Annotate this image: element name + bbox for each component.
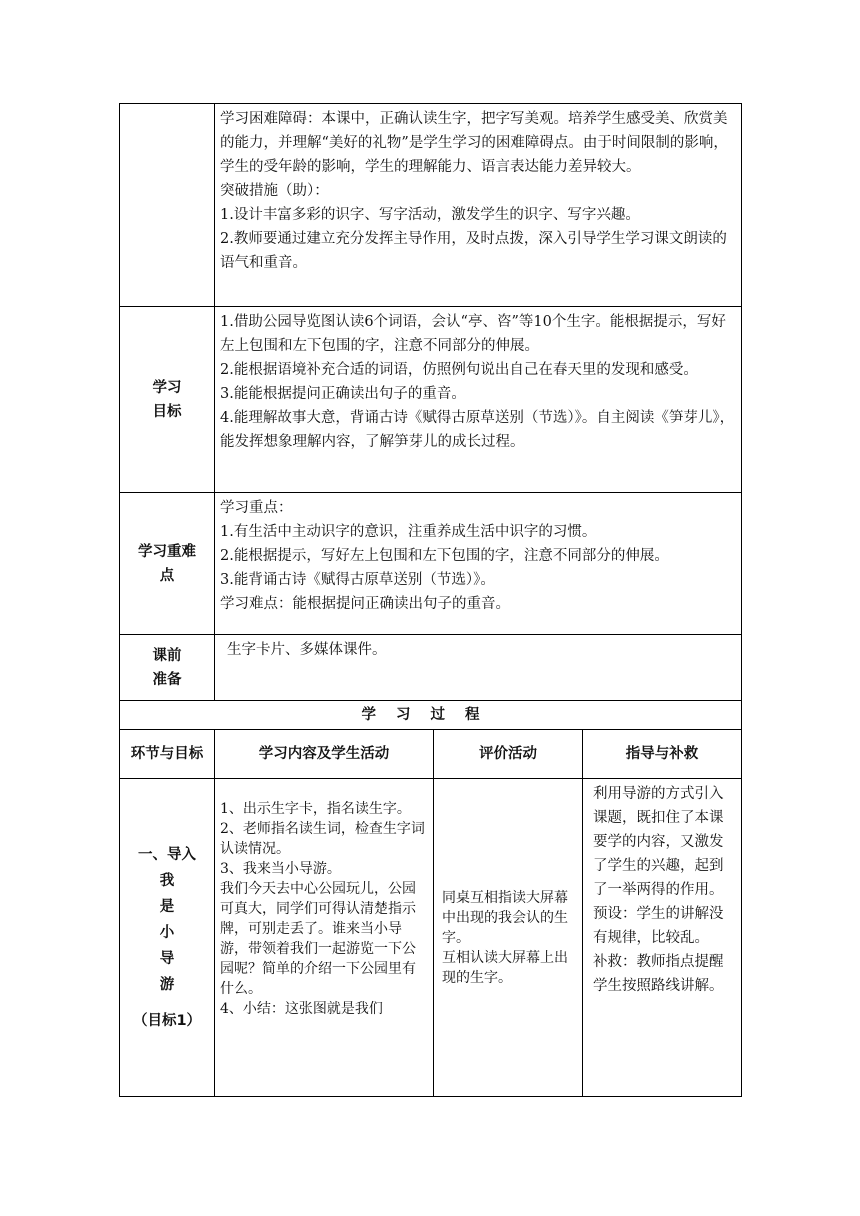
activity-item: 2、老师指名读生词，检查生字词认读情况。 <box>220 821 425 857</box>
guidance-item: 补救：教师指点提醒学生按照路线讲解。 <box>593 954 724 994</box>
guidance-item: 预设：学生的讲解没有规律，比较乱。 <box>593 906 724 946</box>
header-stage: 环节与目标 <box>120 730 215 779</box>
guidance-item: 利用导游的方式引入课题，既扣住了本课要学的内容，又激发了学生的兴趣，起到了一举两得的作用。 <box>593 786 724 898</box>
process-title-row <box>120 701 742 730</box>
goal-item: 3.能能根据提问正确读出句子的重音。 <box>220 386 466 402</box>
key-points-title: 学习重点： <box>220 500 293 516</box>
difficulty-content-cell <box>215 104 742 307</box>
evaluation-item: 同桌互相指读大屏幕中出现的我会认的生字。 <box>442 889 568 946</box>
process-header-row <box>120 730 742 779</box>
measures-title: 突破措施（助）： <box>220 183 329 199</box>
preparation-content-cell <box>215 635 742 701</box>
difficulty-row <box>120 104 742 307</box>
preparation-label: 课前 准备 <box>120 635 215 701</box>
evaluation-item: 互相认读大屏幕上出现的生字。 <box>442 949 568 986</box>
stage-label-cell: 一、导入 我 是 小 导 游 （目标1） <box>120 779 215 1097</box>
activity-item: 3、我来当小导游。 <box>220 861 341 877</box>
stage-evaluation-cell <box>434 779 583 1097</box>
goal-item: 4.能理解故事大意，背诵古诗《赋得古原草送别（节选）》。自主阅读《笋芽儿》，能发挥想象理解内容，了解笋芽儿的成长过程。 <box>220 410 735 450</box>
header-evaluation: 评价活动 <box>434 730 583 779</box>
goal-item: 1.借助公园导览图认读6个词语，会认“亭、咨”等10个生字。能根据提示，写好左上包围和左下包围的字，注意不同部分的伸展。 <box>220 314 726 354</box>
goals-row <box>120 307 742 493</box>
header-guidance: 指导与补救 <box>583 730 742 779</box>
activity-item: 我们今天去中心公园玩儿，公园可真大，同学们可得认清楚指示牌，可别走丢了。谁来当小导游，带领着我们一起游览一下公园呢？简单的介绍一下公园里有什么。 <box>220 881 416 997</box>
measure-item: 1.设计丰富多彩的识字、写字活动，激发学生的识字、写字兴趣。 <box>220 207 640 223</box>
stage-row <box>120 779 742 1097</box>
difficulty-label-cell <box>120 104 215 307</box>
key-point-item: 1.有生活中主动识字的意识，注重养成生活中识字的习惯。 <box>220 524 597 540</box>
preparation-row <box>120 635 742 701</box>
key-points-content-cell <box>215 493 742 635</box>
stage-guidance-cell <box>583 779 742 1097</box>
lesson-plan-page <box>119 103 741 1097</box>
activity-item: 4、小结：这张图就是我们 <box>220 1001 383 1017</box>
stage-goal: （目标1） <box>132 1012 202 1029</box>
header-content: 学习内容及学生活动 <box>215 730 434 779</box>
process-title: 学习过程 <box>120 701 742 730</box>
goal-item: 2.能根据语境补充合适的词语，仿照例句说出自己在春天里的发现和感受。 <box>220 362 698 378</box>
key-points-row <box>120 493 742 635</box>
activity-item: 1、出示生字卡，指名读生字。 <box>220 801 411 817</box>
preparation-content: 生字卡片、多媒体课件。 <box>227 642 387 658</box>
goals-label: 学习 目标 <box>120 307 215 493</box>
key-points-difficulty: 学习难点：能根据提问正确读出句子的重音。 <box>220 596 510 612</box>
key-point-item: 2.能根据提示，写好左上包围和左下包围的字，注意不同部分的伸展。 <box>220 548 669 564</box>
lesson-plan-table <box>119 103 742 1097</box>
stage-content-cell <box>215 779 434 1097</box>
measure-item: 2.教师要通过建立充分发挥主导作用，及时点拨，深入引导学生学习课文朗读的语气和重音。 <box>220 231 727 271</box>
key-point-item: 3.能背诵古诗《赋得古原草送别（节选）》。 <box>220 572 495 588</box>
key-points-label: 学习重难 点 <box>120 493 215 635</box>
goals-content-cell <box>215 307 742 493</box>
difficulty-paragraph: 学习困难障碍：本课中，正确认读生字，把字写美观。培养学生感受美、欣赏美的能力，并理解“美好的礼物”是学生学习的困难障碍点。由于时间限制的影响，学生的受年龄的影响，学生的理解能力、语言表达能力差异较大。 <box>220 111 728 175</box>
